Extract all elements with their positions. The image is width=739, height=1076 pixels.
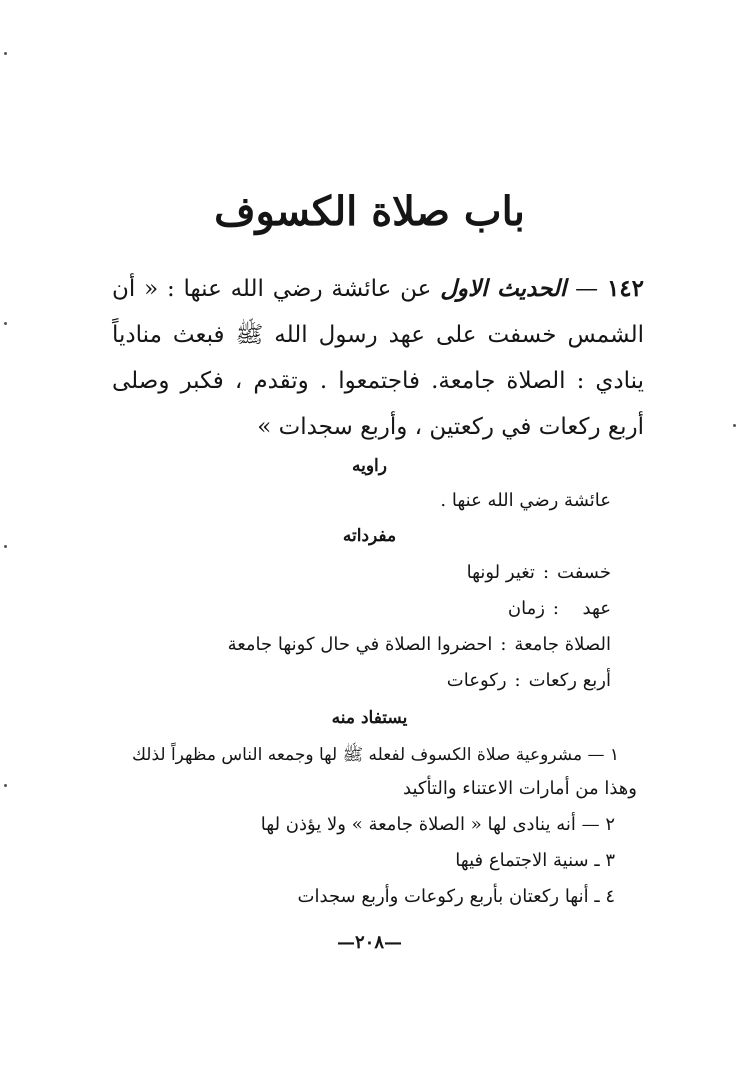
page-number: —٢٠٨—: [336, 932, 402, 953]
vocabulary-row: [228, 632, 611, 658]
vocabulary-meaning: تغير لونها: [466, 562, 535, 583]
colon-separator: :: [500, 634, 507, 655]
vocabulary-meaning: ركوعات: [446, 670, 507, 691]
hadith-dash: —: [566, 276, 607, 302]
vocabulary-term: أربع ركعات: [528, 670, 611, 691]
vocabulary-term: خسفت: [557, 562, 611, 583]
vocabulary-heading: مفرداته: [342, 526, 397, 546]
vocabulary-term: عهد: [582, 598, 611, 619]
scan-speck: [4, 52, 7, 55]
colon-separator: :: [514, 670, 521, 691]
scan-speck: [4, 784, 7, 787]
hadith-text: عن عائشة رضي الله عنها : « أن الشمس خسفت على عهد رسول الله ﷺ فبعث منادياً ينادي : الصلاة جامعة. فاجتمعوا . وتقدم ، فكبر وصلى أربع ركعات في ركعتين ، وأربع سجدات »: [112, 276, 644, 440]
benefit-item: ٢ — أنه ينادى لها « الصلاة جامعة » ولا يؤذن لها: [260, 814, 615, 835]
scan-speck: [733, 424, 736, 427]
vocabulary-meaning: زمان: [507, 598, 545, 619]
page-title: باب صلاة الكسوف: [214, 188, 525, 235]
vocabulary-meaning: احضروا الصلاة في حال كونها جامعة: [227, 634, 493, 655]
narrator-text: عائشة رضي الله عنها .: [440, 490, 611, 511]
colon-separator: :: [542, 562, 550, 583]
colon-separator: :: [552, 598, 559, 619]
hadith-paragraph: [112, 266, 644, 450]
hadith-number: ١٤٢: [606, 275, 645, 302]
vocabulary-row: [467, 560, 611, 586]
benefit-item: ١ — مشروعية صلاة الكسوف لفعله ﷺ لها وجمعه الناس مظهراً لذلك: [131, 745, 619, 765]
benefit-item: ٤ ـ أنها ركعتان بأربع ركوعات وأربع سجدات: [297, 886, 615, 907]
hadith-label: الحديث الاول: [440, 275, 567, 302]
narrator-heading: راويه: [352, 456, 387, 476]
vocabulary-row: [447, 668, 611, 694]
benefit-item-continued: وهذا من أمارات الاعتناء والتأكيد: [403, 778, 637, 799]
vocabulary-row: [508, 596, 611, 622]
benefit-item: ٣ ـ سنية الاجتماع فيها: [455, 850, 615, 871]
vocabulary-term: الصلاة جامعة: [514, 634, 611, 655]
benefits-heading: يستفاد منه: [331, 708, 408, 728]
scan-speck: [4, 322, 7, 325]
